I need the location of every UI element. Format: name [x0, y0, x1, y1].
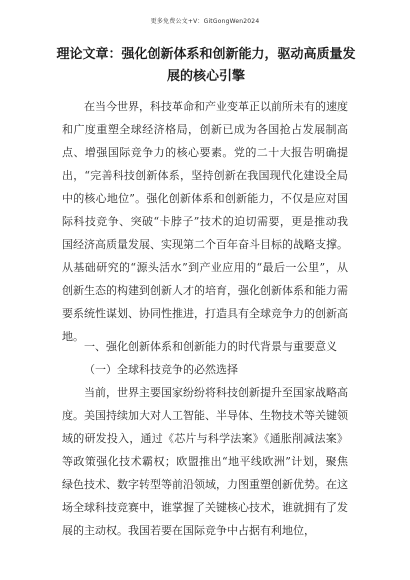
document-title: 理论文章：强化创新体系和创新能力，驱动高质量发展的核心引擎 — [56, 47, 356, 84]
section-heading: 一、强化创新体系和创新能力的时代背景与重要意义 — [84, 340, 337, 353]
header-note: 更多免费公文+V：GitGongWen2024 — [150, 18, 260, 25]
paragraph-intro: 在当今世界，科技革命和产业变革正以前所未有的速度和广度重塑全球经济格局，创新已成为各国抢占发展制高点、增强国际竞争力的核心要素。党的二十大报告明确提出，“完善科技创新体系，坚持创新在我国现代化建设全局中的核心地位”。强化创新体系和创新能力，不仅是应对国际科技竞争、突破“卡脖子”技术的迫切需要，更是推动我国经济高质量发展、实现第二个百年奋斗目标的战略支撑。从基础研究的“源头活水”到产业应用的“最后一公里”，从创新生态的构建到创新人才的培育，强化创新体系和能力需要系统性谋划、协同性推进，打造具有全球竞争力的创新高地。 — [62, 100, 348, 343]
subsection-heading: （一）全球科技竞争的必然选择 — [84, 363, 238, 376]
paragraph-body: 当前，世界主要国家纷纷将科技创新提升至国家战略高度。美国持续加大对人工智能、半导体、生物技术等关键领域的研发投入，通过《芯片与科学法案》《通胀削减法案》等政策强化技术霸权；欧盟推出“地平线欧洲”计划，聚焦绿色技术、数字转型等前沿领域，力图重塑创新优势。在这场全球科技竞赛中，谁掌握了关键核心技术，谁就拥有了发展的主动权。我国若要在国际竞争中占据有利地位， — [62, 386, 348, 537]
